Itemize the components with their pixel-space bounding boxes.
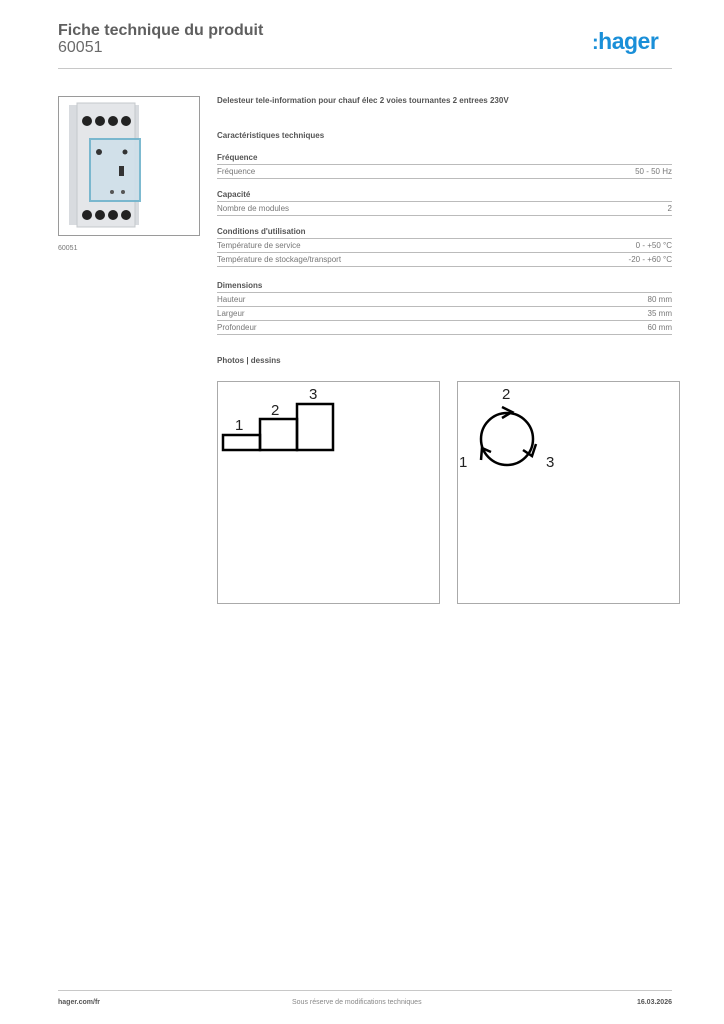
drawing-staircase xyxy=(217,381,440,604)
spec-label: Température de stockage/transport xyxy=(217,255,342,264)
svg-text:3: 3 xyxy=(309,386,318,403)
specs-section-title: Caractéristiques techniques xyxy=(217,131,325,140)
svg-text:1: 1 xyxy=(235,417,244,434)
spec-value: 35 mm xyxy=(647,309,672,318)
spec-value: 50 - 50 Hz xyxy=(635,167,672,176)
footer-divider xyxy=(58,990,672,991)
spec-label: Température de service xyxy=(217,241,301,250)
svg-text:2: 2 xyxy=(502,386,511,403)
group-title-frequence: Fréquence xyxy=(217,152,672,165)
spec-value: 0 - +50 °C xyxy=(635,241,672,250)
spec-value: -20 - +60 °C xyxy=(628,255,672,264)
photos-section-title: Photos | dessins xyxy=(217,356,281,365)
hager-logo xyxy=(592,28,658,55)
spec-label: Hauteur xyxy=(217,295,246,304)
spec-row xyxy=(217,321,672,335)
product-description: Delesteur tele-information pour chauf élec 2 voies tournantes 2 entrees 230V xyxy=(217,96,509,105)
rotation-diagram-icon xyxy=(458,382,679,603)
spec-row xyxy=(217,307,672,321)
svg-text:1: 1 xyxy=(459,454,468,471)
drawing-rotation xyxy=(457,381,680,604)
photo-caption: 60051 xyxy=(58,245,78,252)
group-title-conditions: Conditions d'utilisation xyxy=(217,226,672,239)
group-title-capacite: Capacité xyxy=(217,189,672,202)
product-photo xyxy=(58,96,200,236)
product-reference: 60051 xyxy=(58,39,103,56)
header-divider xyxy=(58,68,672,69)
spec-label: Fréquence xyxy=(217,167,256,176)
group-title-dimensions: Dimensions xyxy=(217,280,672,293)
footer-date: 16.03.2026 xyxy=(636,999,672,1006)
product-image-icon xyxy=(59,97,199,235)
spec-label: Nombre de modules xyxy=(217,204,290,213)
logo-text: hager xyxy=(598,28,659,54)
svg-text:2: 2 xyxy=(271,402,280,419)
footer-website[interactable]: hager.com/fr xyxy=(58,999,101,1006)
logo-prefix: : xyxy=(592,32,599,54)
spec-row xyxy=(217,202,672,216)
spec-value: 60 mm xyxy=(647,323,672,332)
spec-row xyxy=(217,253,672,267)
spec-value: 80 mm xyxy=(647,295,672,304)
spec-value: 2 xyxy=(667,204,672,213)
spec-label: Largeur xyxy=(217,309,245,318)
spec-row xyxy=(217,293,672,307)
spec-row xyxy=(217,239,672,253)
spec-label: Profondeur xyxy=(217,323,257,332)
footer-notice: Sous réserve de modifications techniques xyxy=(292,999,422,1006)
spec-row xyxy=(217,165,672,179)
svg-text:3: 3 xyxy=(546,454,555,471)
document-title: Fiche technique du produit xyxy=(58,22,264,39)
staircase-diagram-icon xyxy=(218,382,439,603)
specs-panel xyxy=(217,96,672,365)
